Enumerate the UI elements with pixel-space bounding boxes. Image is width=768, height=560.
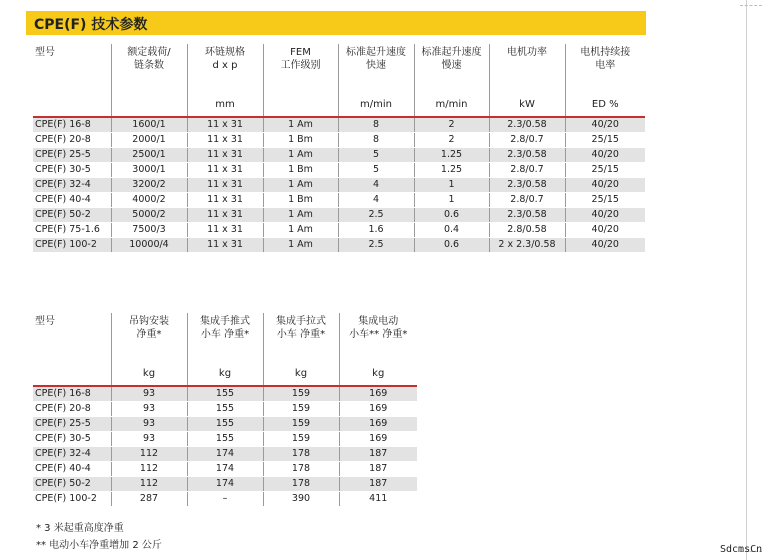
header-line-2: 电率 — [595, 60, 616, 71]
value-cell: 174 — [187, 477, 263, 492]
model-cell: CPE(F) 30-5 — [33, 432, 111, 447]
table-row — [33, 163, 645, 178]
header-line-2: d x p — [212, 60, 238, 71]
column-header — [187, 44, 263, 90]
column-unit: mm — [187, 90, 263, 117]
footnote-1: * 3 米起重高度净重 — [36, 523, 124, 534]
value-cell: 155 — [187, 402, 263, 417]
title-bar — [26, 11, 646, 35]
value-cell: 159 — [263, 432, 339, 447]
model-cell: CPE(F) 100-2 — [33, 238, 111, 253]
value-cell: 40/20 — [565, 208, 645, 223]
value-cell: 178 — [263, 462, 339, 477]
header-line-2: 快速 — [366, 60, 386, 71]
crop-mark-top — [740, 5, 762, 6]
header-line-2: 工作级别 — [280, 60, 321, 71]
column-unit — [33, 359, 111, 386]
header-line-2: 慢速 — [441, 60, 462, 71]
header-line-1: 型号 — [35, 316, 55, 327]
table-row — [33, 238, 645, 253]
value-cell: – — [187, 492, 263, 507]
value-cell: 11 x 31 — [187, 208, 263, 223]
header-line-1: 电机功率 — [507, 47, 547, 58]
value-cell: 411 — [339, 492, 417, 507]
value-cell: 4 — [338, 178, 414, 193]
column-unit — [33, 90, 111, 117]
value-cell: 40/20 — [565, 148, 645, 163]
model-cell: CPE(F) 32-4 — [33, 178, 111, 193]
value-cell: 0.6 — [414, 238, 489, 253]
value-cell: 287 — [111, 492, 187, 507]
value-cell: 2.3/0.58 — [489, 148, 565, 163]
value-cell: 0.6 — [414, 208, 489, 223]
value-cell: 1 — [414, 178, 489, 193]
value-cell: 40/20 — [565, 238, 645, 253]
footnote-2: ** 电动小车净重增加 2 公斤 — [36, 540, 162, 551]
model-cell: CPE(F) 50-2 — [33, 208, 111, 223]
table-row — [33, 193, 645, 208]
value-cell: 5000/2 — [111, 208, 187, 223]
header-line-2: 小车 净重* — [200, 329, 250, 340]
value-cell: 11 x 31 — [187, 223, 263, 238]
header-line-2: 小车** 净重* — [349, 329, 408, 340]
model-cell: CPE(F) 16-8 — [33, 386, 111, 402]
value-cell: 2.5 — [338, 238, 414, 253]
value-cell: 187 — [339, 462, 417, 477]
table-row — [33, 417, 417, 432]
value-cell: 187 — [339, 477, 417, 492]
table-row — [33, 386, 417, 402]
value-cell: 5 — [338, 148, 414, 163]
column-header — [339, 313, 417, 359]
header-line-1: 标准起升速度 — [421, 47, 482, 58]
table-row — [33, 208, 645, 223]
header-line-1: 电机持续接 — [580, 47, 631, 58]
value-cell: 169 — [339, 402, 417, 417]
table-row — [33, 432, 417, 447]
value-cell: 1 Am — [263, 238, 338, 253]
value-cell: 2.8/0.58 — [489, 223, 565, 238]
column-header — [187, 313, 263, 359]
value-cell: 2.5 — [338, 208, 414, 223]
model-cell: CPE(F) 75-1.6 — [33, 223, 111, 238]
column-header — [338, 44, 414, 90]
value-cell: 1 Am — [263, 178, 338, 193]
header-line-2: 小车 净重* — [276, 329, 326, 340]
value-cell: 5 — [338, 163, 414, 178]
value-cell: 7500/3 — [111, 223, 187, 238]
value-cell: 155 — [187, 417, 263, 432]
weight-table — [33, 313, 417, 507]
frame-border — [746, 0, 747, 560]
value-cell: 112 — [111, 447, 187, 462]
value-cell: 1 Bm — [263, 193, 338, 208]
value-cell: 1.6 — [338, 223, 414, 238]
value-cell: 2 — [414, 117, 489, 133]
model-cell: CPE(F) 30-5 — [33, 163, 111, 178]
value-cell: 178 — [263, 447, 339, 462]
model-cell: CPE(F) 40-4 — [33, 193, 111, 208]
value-cell: 1.25 — [414, 148, 489, 163]
value-cell: 93 — [111, 417, 187, 432]
value-cell: 1 Am — [263, 223, 338, 238]
value-cell: 93 — [111, 432, 187, 447]
value-cell: 40/20 — [565, 223, 645, 238]
value-cell: 11 x 31 — [187, 193, 263, 208]
column-header — [33, 44, 111, 90]
value-cell: 174 — [187, 447, 263, 462]
table-row — [33, 477, 417, 492]
model-cell: CPE(F) 20-8 — [33, 402, 111, 417]
column-unit: kg — [339, 359, 417, 386]
value-cell: 155 — [187, 432, 263, 447]
value-cell: 4000/2 — [111, 193, 187, 208]
value-cell: 2.8/0.7 — [489, 193, 565, 208]
header-line-1: 集成手推式 — [200, 316, 250, 327]
watermark: SdcmsCn — [720, 544, 763, 555]
value-cell: 159 — [263, 402, 339, 417]
value-cell: 112 — [111, 477, 187, 492]
table-row — [33, 402, 417, 417]
model-cell: CPE(F) 25-5 — [33, 148, 111, 163]
value-cell: 1.25 — [414, 163, 489, 178]
header-line-1: 集成手拉式 — [276, 316, 326, 327]
value-cell: 25/15 — [565, 163, 645, 178]
value-cell: 4 — [338, 193, 414, 208]
value-cell: 2.3/0.58 — [489, 208, 565, 223]
value-cell: 2.8/0.7 — [489, 163, 565, 178]
value-cell: 169 — [339, 417, 417, 432]
value-cell: 25/15 — [565, 193, 645, 208]
value-cell: 2.3/0.58 — [489, 178, 565, 193]
value-cell: 11 x 31 — [187, 148, 263, 163]
column-header — [33, 313, 111, 359]
value-cell: 93 — [111, 402, 187, 417]
value-cell: 1 Am — [263, 148, 338, 163]
header-line-1: 标准起升速度 — [346, 47, 406, 58]
column-header — [263, 313, 339, 359]
value-cell: 1 Am — [263, 208, 338, 223]
value-cell: 10000/4 — [111, 238, 187, 253]
header-line-1: 环链规格 — [205, 47, 245, 58]
header-line-2: 链条数 — [134, 60, 164, 71]
header-line-2: 净重* — [136, 329, 162, 340]
value-cell: 11 x 31 — [187, 163, 263, 178]
column-header — [263, 44, 338, 90]
value-cell: 159 — [263, 386, 339, 402]
column-unit: m/min — [338, 90, 414, 117]
model-cell: CPE(F) 25-5 — [33, 417, 111, 432]
model-cell: CPE(F) 20-8 — [33, 133, 111, 148]
value-cell: 155 — [187, 386, 263, 402]
header-line-1: 吊钩安装 — [129, 316, 169, 327]
header-line-1: 集成电动 — [358, 316, 399, 327]
value-cell: 390 — [263, 492, 339, 507]
column-unit: kg — [111, 359, 187, 386]
model-cell: CPE(F) 16-8 — [33, 117, 111, 133]
table-row — [33, 117, 645, 133]
column-unit: m/min — [414, 90, 489, 117]
column-unit: kW — [489, 90, 565, 117]
header-line-1: 型号 — [35, 47, 55, 58]
value-cell: 2500/1 — [111, 148, 187, 163]
model-cell: CPE(F) 32-4 — [33, 447, 111, 462]
value-cell: 0.4 — [414, 223, 489, 238]
table-row — [33, 447, 417, 462]
column-header — [565, 44, 645, 90]
value-cell: 2 — [414, 133, 489, 148]
column-header — [111, 44, 187, 90]
value-cell: 25/15 — [565, 133, 645, 148]
header-line-1: 额定载荷/ — [127, 47, 171, 58]
value-cell: 8 — [338, 117, 414, 133]
value-cell: 11 x 31 — [187, 178, 263, 193]
value-cell: 2 x 2.3/0.58 — [489, 238, 565, 253]
value-cell: 174 — [187, 462, 263, 477]
value-cell: 187 — [339, 447, 417, 462]
table-row — [33, 462, 417, 477]
value-cell: 11 x 31 — [187, 238, 263, 253]
value-cell: 1600/1 — [111, 117, 187, 133]
value-cell: 11 x 31 — [187, 117, 263, 133]
page-title: CPE(F) 技术参数 — [34, 17, 148, 33]
value-cell: 178 — [263, 477, 339, 492]
value-cell: 8 — [338, 133, 414, 148]
column-unit — [111, 90, 187, 117]
value-cell: 2.8/0.7 — [489, 133, 565, 148]
header-line-1: FEM — [290, 47, 311, 58]
column-header — [111, 313, 187, 359]
model-cell: CPE(F) 50-2 — [33, 477, 111, 492]
value-cell: 169 — [339, 386, 417, 402]
value-cell: 1 Am — [263, 117, 338, 133]
table-row — [33, 133, 645, 148]
table-row — [33, 492, 417, 507]
column-unit: ED % — [565, 90, 645, 117]
column-header — [414, 44, 489, 90]
column-unit: kg — [187, 359, 263, 386]
model-cell: CPE(F) 100-2 — [33, 492, 111, 507]
value-cell: 169 — [339, 432, 417, 447]
table-row — [33, 178, 645, 193]
value-cell: 1 — [414, 193, 489, 208]
column-header — [489, 44, 565, 90]
value-cell: 3000/1 — [111, 163, 187, 178]
value-cell: 40/20 — [565, 117, 645, 133]
value-cell: 1 Bm — [263, 133, 338, 148]
value-cell: 93 — [111, 386, 187, 402]
value-cell: 3200/2 — [111, 178, 187, 193]
column-unit: kg — [263, 359, 339, 386]
value-cell: 112 — [111, 462, 187, 477]
value-cell: 2.3/0.58 — [489, 117, 565, 133]
model-cell: CPE(F) 40-4 — [33, 462, 111, 477]
value-cell: 1 Bm — [263, 163, 338, 178]
value-cell: 40/20 — [565, 178, 645, 193]
value-cell: 11 x 31 — [187, 133, 263, 148]
table-row — [33, 148, 645, 163]
value-cell: 2000/1 — [111, 133, 187, 148]
table-row — [33, 223, 645, 238]
value-cell: 159 — [263, 417, 339, 432]
spec-table — [33, 44, 645, 253]
column-unit — [263, 90, 338, 117]
